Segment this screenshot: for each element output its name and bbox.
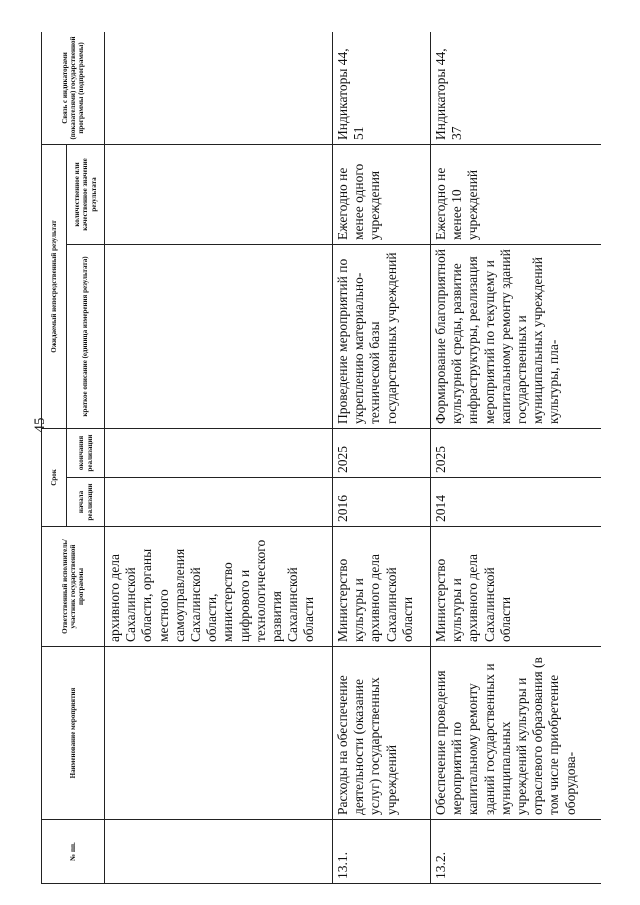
cell-indicator-link: Индикаторы 44, 37 [431,32,602,144]
cell-name: Обеспечение проведения мероприятий по капитальному ремонту зданий государственных и муниципальных учреждений культуры и отраслевого образования (в том числе приобретение оборудова- [431,647,602,820]
cell-start: 2014 [431,478,602,527]
cell-start [105,478,333,527]
cell-result-value [105,144,333,244]
header-term: Срок [42,428,67,526]
header-result: Ожидаемый непосредственный результат [42,144,67,428]
cell-result-value: Ежегодно не менее 10 учреждений [431,144,602,244]
cell-end [105,428,333,477]
cell-responsible: архивного дела Сахалинской области, органы местного самоуправления Сахалинской области, министерство цифрового и технологического развития Сахалинской области [105,527,333,647]
header-indicator-link: Связь с индикаторами (показателями) государственной программы (подпрограммы) [42,32,105,144]
cell-responsible: Министерство культуры и архивного дела Сахалинской области [333,527,431,647]
table-row [431,32,602,884]
cell-indicator-link: Индикаторы 44, 51 [333,32,431,144]
cell-name [105,647,333,820]
cell-result-description: Формирование благоприятной культурной среды, развитие инфраструктуры, реализация мероприятий по текущему и капитальному ремонту зданий государственных и муниципальных учреждений культуры, пла- [431,244,602,428]
table-row [105,32,333,884]
cell-responsible: Министерство культуры и архивного дела Сахалинской области [431,527,602,647]
cell-num: 13.1. [333,820,431,884]
header-term-start: начала реализации [67,478,105,527]
cell-num [105,820,333,884]
cell-indicator-link [105,32,333,144]
cell-name: Расходы на обеспечение деятельности (оказание услуг) государственных учреждений [333,647,431,820]
document-table-wrapper [41,32,601,884]
header-name: Наименование мероприятия [42,647,105,820]
header-row-1 [42,32,67,884]
program-measures-table [41,32,601,884]
header-result-description: краткое описание (единица измерения результата) [67,244,105,428]
header-result-value: количественное или качественное значение результата [67,144,105,244]
page-number: 45 [32,417,48,433]
header-term-end: окончания реализации [67,428,105,477]
table-row [333,32,431,884]
cell-end: 2025 [431,428,602,477]
header-responsible: Ответственный исполнитель/участник государственной программы [42,527,105,647]
cell-end: 2025 [333,428,431,477]
header-num: № пп. [42,820,105,884]
rotated-table-container [41,32,601,884]
cell-start: 2016 [333,478,431,527]
cell-result-description [105,244,333,428]
cell-result-description: Проведение мероприятий по укреплению материально-технической базы государственных учреждений [333,244,431,428]
cell-result-value: Ежегодно не менее одного учреждения [333,144,431,244]
cell-num: 13.2. [431,820,602,884]
